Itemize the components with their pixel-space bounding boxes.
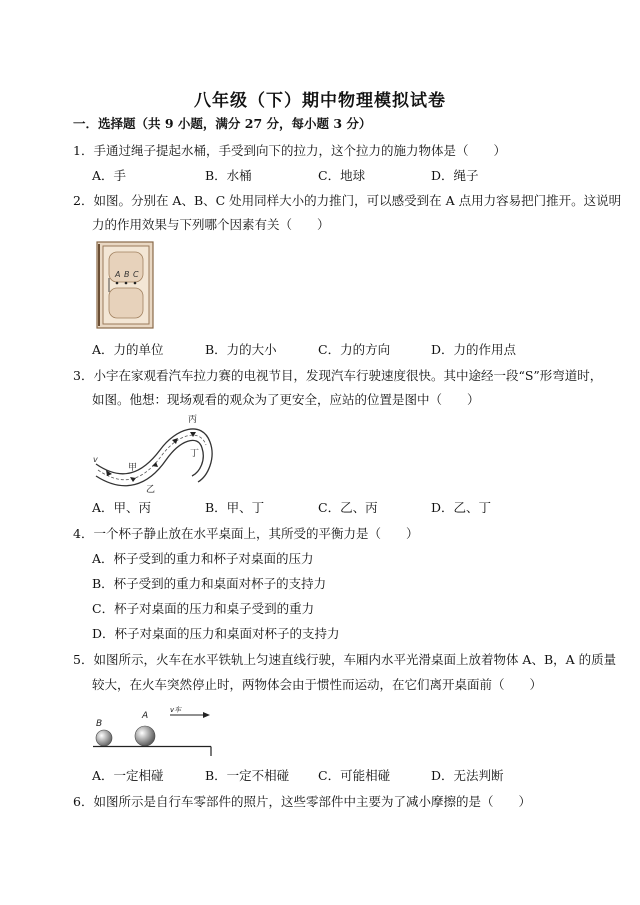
question-3-options	[92, 500, 491, 516]
question-6-stem: 6．如图所示是自行车零部件的照片，这些零部件中主要为了减小摩擦的是（ ）	[73, 794, 531, 809]
q2-option-a: A．力的单位	[92, 342, 164, 357]
question-1-stem: 1．手通过绳子提起水桶，手受到向下的拉力，这个拉力的施力物体是（ ）	[73, 143, 506, 158]
question-5-stem-line-1: 5．如图所示，火车在水平铁轨上匀速直线行驶，车厢内水平光滑桌面上放着物体 A、B，A 的质量	[73, 652, 617, 667]
object-b-label: B	[96, 719, 103, 729]
position-jia-label: 甲	[128, 463, 138, 473]
door-label-c: C	[133, 270, 139, 279]
position-yi-label: 乙	[146, 485, 156, 494]
q3-option-d: D．乙、丁	[431, 500, 492, 515]
question-3-stem-line-1: 3．小宇在家观看汽车拉力赛的电视节目，发现汽车行驶速度很快。其中途经一段“S”形弯道时，	[73, 368, 603, 383]
door-figure	[95, 240, 157, 332]
question-4-stem: 4．一个杯子静止放在水平桌面上，其所受的平衡力是（ ）	[73, 526, 419, 541]
section-heading: 一．选择题（共 9 小题，满分 27 分，每小题 3 分）	[73, 116, 372, 131]
q3-option-b: B．甲、丁	[205, 500, 265, 515]
q4-option-c: C．杯子对桌面的压力和桌子受到的重力	[92, 601, 315, 616]
q1-option-b: B．水桶	[205, 168, 252, 183]
q4-option-b: B．杯子受到的重力和桌面对杯子的支持力	[92, 576, 327, 591]
question-2-stem-line-1: 2．如图。分别在 A、B、C 处用同样大小的力推门，可以感受到在 A 点用力容易把门推开。这说明	[73, 193, 622, 208]
q1-option-d: D．绳子	[431, 168, 479, 183]
train-table-figure	[92, 700, 216, 758]
q5-option-c: C．可能相碰	[318, 768, 391, 783]
object-a-label: A	[142, 711, 149, 721]
q4-option-d: D．杯子对桌面的压力和桌面对杯子的支持力	[92, 626, 340, 641]
door-label-a: A	[115, 270, 121, 279]
question-5-options	[92, 768, 504, 784]
q2-option-b: B．力的大小	[205, 342, 277, 357]
question-2-options	[92, 342, 516, 358]
q1-option-c: C．地球	[318, 168, 366, 183]
q4-option-a: A．杯子受到的重力和杯子对桌面的压力	[92, 551, 314, 566]
q5-option-b: B．一定不相碰	[205, 768, 290, 783]
train-velocity-label: v车	[170, 706, 182, 714]
page-title: 八年级（下）期中物理模拟试卷	[194, 91, 446, 111]
question-1-options	[92, 168, 479, 184]
question-5-stem-line-2: 较大，在火车突然停止时，两物体会由于惯性而运动，在它们离开桌面前（ ）	[92, 677, 543, 692]
q2-option-c: C．力的方向	[318, 342, 391, 357]
question-3-stem-line-2: 如图。他想：现场观看的观众为了更安全，应站的位置是图中（ ）	[92, 392, 480, 407]
q3-option-a: A．甲、丙	[92, 500, 152, 515]
velocity-label: v	[93, 455, 98, 464]
q1-option-a: A．手	[92, 168, 127, 183]
q2-option-d: D．力的作用点	[431, 342, 517, 357]
position-ding-label: 丁	[190, 449, 200, 459]
door-label-b: B	[124, 270, 130, 279]
q5-option-d: D．无法判断	[431, 768, 504, 783]
s-curve-road-figure	[92, 412, 222, 494]
q3-option-c: C．乙、丙	[318, 500, 378, 515]
q5-option-a: A．一定相碰	[92, 768, 164, 783]
question-2-stem-line-2: 力的作用效果与下列哪个因素有关（ ）	[92, 217, 330, 232]
position-bing-label: 丙	[188, 415, 198, 425]
